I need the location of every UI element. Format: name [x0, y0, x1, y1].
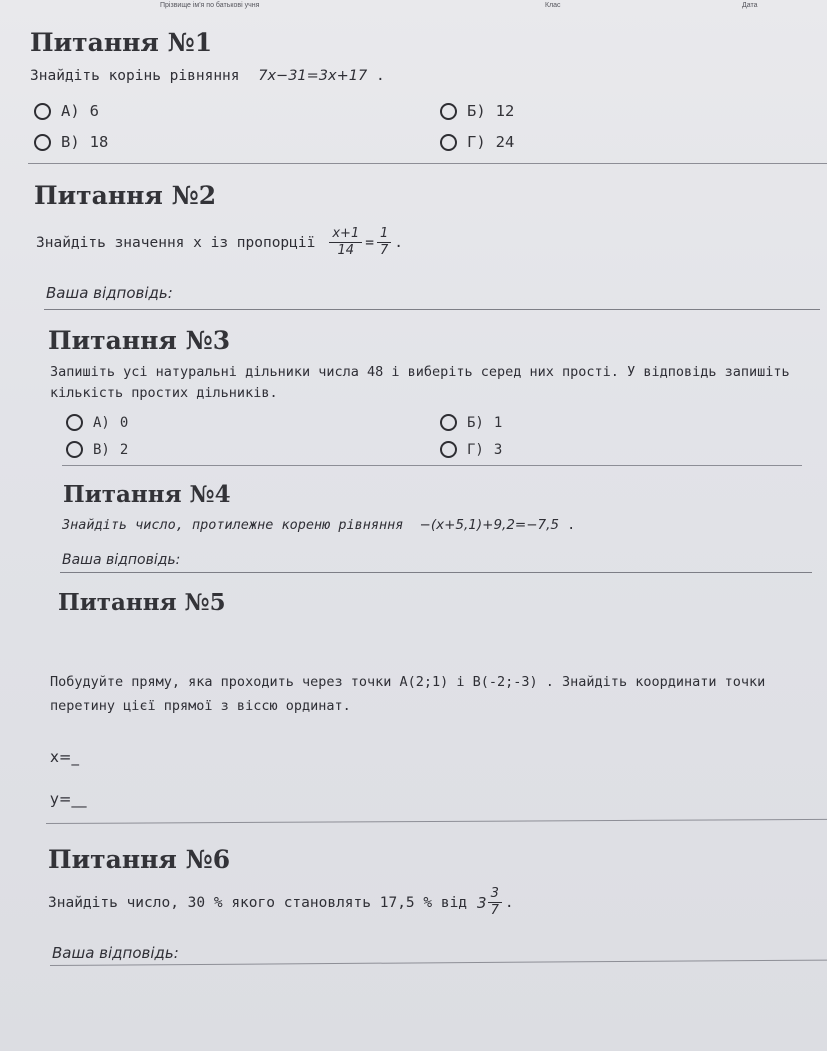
question-6-title: Питання №6: [48, 845, 231, 874]
question-2-text: Знайдіть значення x із пропорції $\frac{x+1}{14}$ = $\frac{1}{7}$ .: [36, 226, 403, 258]
x-answer-field[interactable]: x=_: [50, 748, 79, 766]
question-3-text: Запишіть усі натуральні дільники числа 48 і виберіть серед них прості. У відповідь запишіть: [50, 364, 790, 380]
option-letter: Б): [467, 414, 484, 431]
class-label: Клас: [545, 2, 561, 9]
question-5-text: Побудуйте пряму, яка проходить через точки A(2;1) і B(-2;-3) . Знайдіть координати точки: [50, 674, 766, 690]
radio-button[interactable]: [440, 414, 457, 431]
question-6-text: Знайдіть число, 30 % якого становлять 17,5 % від 3 $\frac{3}{7}$ .: [48, 886, 514, 918]
question-4-text: Знайдіть число, протилежне кореню рівняння −(x+5,1)+9,2=−7,5 .: [62, 517, 576, 533]
divider: [62, 465, 802, 466]
question-2-title: Питання №2: [34, 181, 217, 210]
radio-button[interactable]: [66, 414, 83, 431]
worksheet-header: [0, 0, 827, 14]
option-letter: А): [93, 414, 110, 431]
question-5-text-line2: перетину цієї прямої з віссю ординат.: [50, 698, 351, 714]
fraction: $\frac{1}{7}$: [377, 226, 391, 259]
option-value: 0: [119, 414, 129, 431]
divider: [28, 163, 827, 164]
option-letter: Г): [467, 133, 486, 151]
radio-button[interactable]: [440, 103, 457, 120]
question-1-equation: 7x−31=3x+17: [258, 68, 368, 84]
radio-button[interactable]: [66, 441, 83, 458]
option-value: 6: [89, 102, 100, 120]
date-label: Дата: [742, 2, 758, 9]
question-1-option-d[interactable]: [440, 133, 514, 151]
option-letter: Б): [467, 102, 486, 120]
option-letter: А): [61, 102, 80, 120]
option-value: 24: [495, 133, 515, 151]
question-3-text-line2: кількість простих дільників.: [50, 385, 278, 401]
question-3-option-c[interactable]: [66, 441, 128, 458]
radio-button[interactable]: [440, 441, 457, 458]
answer-line[interactable]: [60, 572, 812, 573]
question-1-option-c[interactable]: [34, 133, 108, 151]
option-value: 3: [493, 441, 503, 458]
student-name-label: Прізвище ім'я по батькові учня: [160, 2, 260, 9]
question-2-prompt: Знайдіть значення x із пропорції: [36, 234, 316, 251]
radio-button[interactable]: [440, 134, 457, 151]
question-1-option-a[interactable]: [34, 102, 99, 120]
option-value: 12: [495, 102, 515, 120]
fraction: $\frac{x+1}{14}$: [329, 226, 362, 259]
question-3-title: Питання №3: [48, 326, 231, 355]
option-value: 18: [89, 133, 109, 151]
question-1-text: Знайдіть корінь рівняння 7x−31=3x+17 .: [30, 68, 385, 84]
divider: [46, 819, 827, 824]
question-1-title: Питання №1: [30, 28, 213, 57]
option-letter: В): [61, 133, 80, 151]
question-4-answer-label: Ваша відповідь:: [62, 552, 181, 568]
option-value: 2: [119, 441, 129, 458]
option-value: 1: [493, 414, 503, 431]
mixed-number-whole: 3: [477, 893, 487, 912]
option-letter: Г): [467, 441, 484, 458]
question-4-equation: −(x+5,1)+9,2=−7,5: [419, 517, 560, 533]
question-3-option-a[interactable]: [66, 414, 128, 431]
fraction: $\frac{3}{7}$: [488, 886, 502, 919]
question-1-option-b[interactable]: [440, 102, 514, 120]
question-1-prompt: Знайдіть корінь рівняння: [30, 68, 240, 84]
question-6-prompt: Знайдіть число, 30 % якого становлять 17,5 % від: [48, 894, 468, 911]
question-6-answer-label: Ваша відповідь:: [52, 944, 179, 962]
radio-button[interactable]: [34, 103, 51, 120]
radio-button[interactable]: [34, 134, 51, 151]
question-2-answer-label: Ваша відповідь:: [46, 284, 173, 302]
question-3-option-d[interactable]: [440, 441, 502, 458]
question-4-title: Питання №4: [63, 481, 231, 508]
y-answer-field[interactable]: y=__: [50, 790, 87, 808]
question-3-option-b[interactable]: [440, 414, 502, 431]
question-4-prompt: Знайдіть число, протилежне кореню рівняння: [62, 517, 404, 533]
option-letter: В): [93, 441, 110, 458]
answer-line[interactable]: [44, 309, 820, 310]
question-5-title: Питання №5: [58, 589, 226, 616]
